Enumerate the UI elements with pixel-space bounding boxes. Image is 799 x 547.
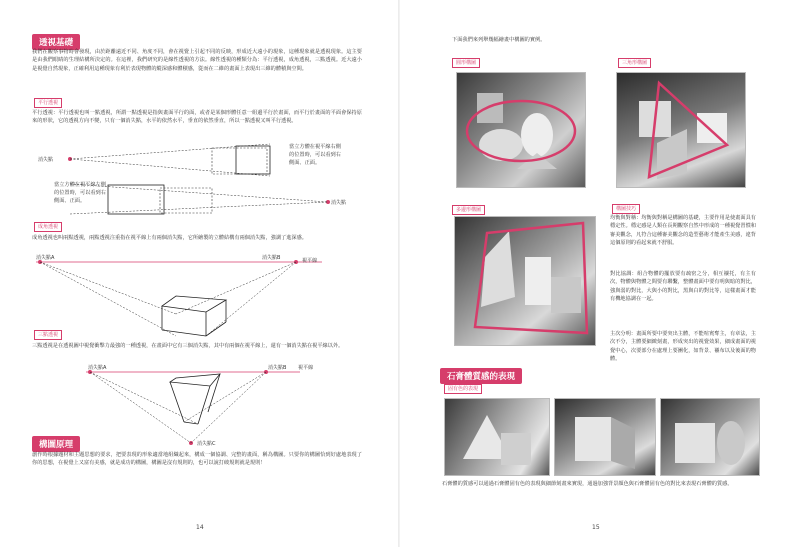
parallel-text: 平行透視：平行透視也叫一點透視，所謂一點透視是指與畫面平行的面，或者是某個形體任意一組邊平行於畫面，而平行於畫面的平面會保持原來的形狀，它的透視方向不變，只有一個消失點，水平的依然水平，垂直的依然垂直，所以一點透視又叫平行透視。	[32, 110, 362, 125]
technique-contrast: 對比協調：組合物體的擺放要有疏密之分，相互襯托，有主有次，物體與物體之間要有聯繫，整體畫面中要有明與暗的對比，強與弱的對比，大與小的對比，黑與白的對比等，這樣畫面才能有機地協調在一起。	[610, 271, 756, 302]
perspective-intro: 我們在觀察事物時會發現，由於距離遠近不同、角度不同，會在視覺上引起不同的反映，形成近大遠小的現象，這種現象就是透視現象。這主要是由我們眼睛的生理結構所決定的。在這裡，我們研究的是線性透視的方法。線性透視的種類分為：平行透視，成角透視，三點透視。近大遠小是視覺自然現象，正確利用這種現象有利於表現物體的縱深感和體積感，從而在二維的畫面上表現出三維的體積與空間。	[32, 49, 362, 72]
horizon-label-1: 視平線	[302, 258, 318, 264]
page-number-right: 15	[592, 524, 600, 531]
technique-balance: 均衡與對稱：均衡與對稱是構圖的基礎，主要作用是使畫面具有穩定性。穩定感是人類在長期觀察自然中形成的一種視覺習慣和審美觀念，凡符合這種審美觀念的造型藝術才能產生美感，違背這個原則的看起來就不舒服。	[610, 215, 756, 246]
examples-intro: 下面我們來列舉幾幅繪畫中構圖的實例。	[452, 37, 546, 43]
left-page	[0, 0, 399, 547]
three-point-text: 三點透視是在透視圖中視覺衝擊力最強的一種透視，在畫面中它有三個消失點，其中有兩個在視平線上，還有一個消失點在視平線以外。	[32, 343, 344, 349]
triangle-composition-photo	[616, 72, 746, 188]
plaster-photo-3	[660, 398, 760, 476]
tag-triangle-composition: 三角形構圖	[618, 58, 651, 68]
vp-label-parallel-2: 消失點	[331, 200, 347, 206]
heading-composition: 構圖原理	[32, 436, 80, 452]
technique-hierarchy: 主次分明：畫面所要中要突出主體，不能喧賓奪主，有章法，主次不分，主體要細緻刻畫，形成突出的視覺效果，細成畫面的視覺中心，次要部分在處理上要團化，如背景、襯布以及後面的物體。	[610, 331, 756, 362]
plaster-photo-2	[554, 398, 656, 476]
tag-angular: 成角透視	[34, 222, 62, 232]
page-number-left: 14	[196, 524, 204, 531]
oval-composition-photo	[456, 72, 586, 188]
vp-a-label-2: 消失點A	[88, 365, 107, 371]
composition-text: 創作時根據題材和主題思想的要求，把要表現的形象適當地組織起來，構成一個協調、完整的畫面，稱為構圖。只要你的構圖恰到好處地表現了你的思想，在視覺上又富有美感，就是成功的構圖，構圖是沒有規則的，也可以說打破規則就是規則！	[32, 452, 362, 467]
heading-perspective: 透視基礎	[32, 34, 80, 50]
tag-intrinsic-color: 固有色的表現	[444, 384, 482, 394]
note-right-side: 當立方體在視平線右側的位置時，可以看到右側面、正面。	[289, 144, 341, 166]
tag-parallel: 平行透視	[34, 98, 62, 108]
note-left-side: 當立方體在視平線左側的位置時，可以看到右側面、正面。	[54, 182, 106, 204]
angular-text: 成角透視也叫兩點透視，兩點透視注重指在視平線上有兩個消失點，它所繪製的立體結構有兩個消失點，強調了進深感。	[32, 235, 307, 241]
horizon-label-2: 視平線	[298, 365, 314, 371]
vp-a-label: 消失點A	[36, 255, 55, 261]
tag-technique: 構圖技巧	[612, 204, 640, 214]
vp-c-label: 消失點C	[197, 441, 216, 447]
plaster-text: 石膏體的質感可以通過石膏體固有色的表現與細節刻畫來實現，通過加強背景顏色與石膏體固有色的對比來表現石膏體的質感。	[442, 481, 733, 487]
vp-label-parallel-1: 消失點	[38, 157, 54, 163]
oval-overlay	[467, 101, 575, 161]
polygon-composition-photo	[454, 216, 596, 346]
right-page	[400, 0, 799, 547]
three-point-diagram	[86, 370, 300, 445]
heading-plaster-texture: 石膏體質感的表現	[440, 368, 522, 384]
plaster-photo-1	[444, 398, 550, 476]
tag-oval-composition: 圓形構圖	[452, 58, 480, 68]
angular-diagram	[36, 260, 322, 336]
tag-three-point: 三點透視	[34, 330, 62, 340]
vp-b-label: 消失點B	[262, 255, 281, 261]
tag-polygon-composition: 多邊形構圖	[452, 205, 485, 215]
vp-b-label-2: 消失點B	[268, 365, 287, 371]
